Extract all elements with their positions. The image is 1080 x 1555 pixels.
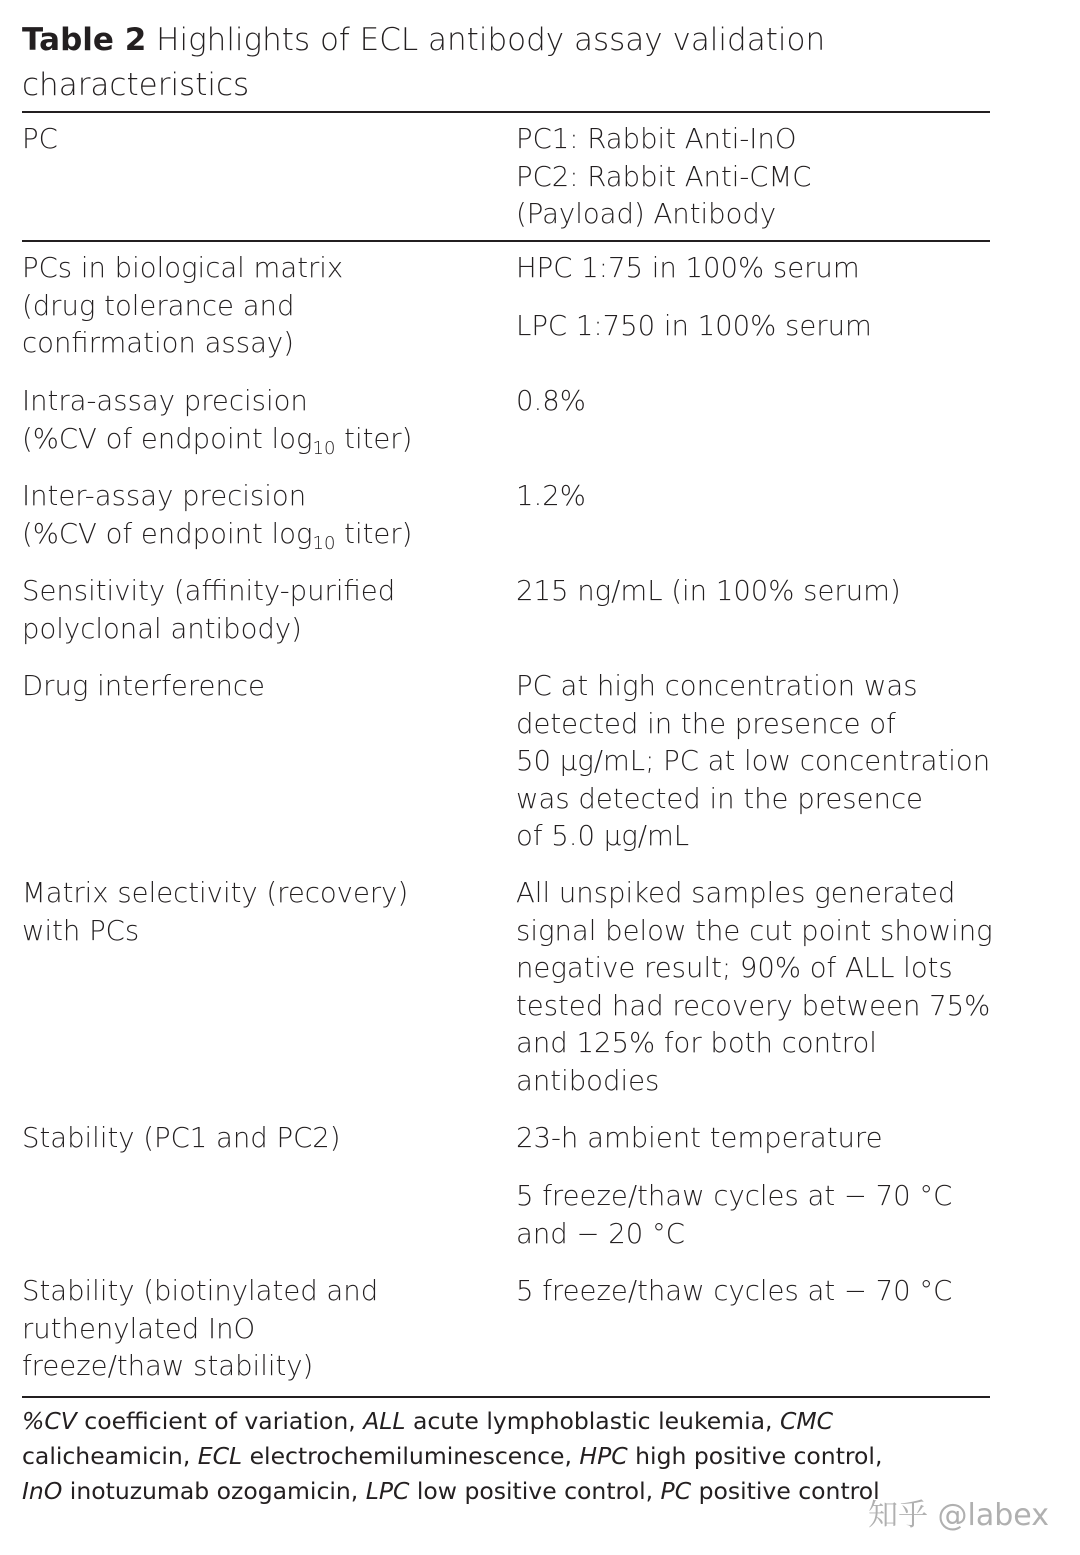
header-left: PC — [22, 123, 58, 155]
def: high positive control, — [627, 1442, 883, 1470]
def: low positive control, — [409, 1477, 661, 1505]
row-value: 23-h ambient temperature — [516, 1122, 883, 1154]
abbr: CMC — [779, 1407, 834, 1435]
watermark: 知乎 @labex — [868, 1498, 1049, 1533]
row-value: 5 freeze/thaw cycles at − 70 °C and − 20 °C — [516, 1180, 953, 1250]
def: positive control — [691, 1477, 880, 1505]
table-label: Table 2 — [22, 22, 147, 58]
header-line: PC2: Rabbit Anti-CMC — [516, 160, 812, 193]
label-text: (%CV of endpoint log — [22, 517, 313, 550]
def: inotuzumab ozogamicin, — [62, 1477, 366, 1505]
row-label: Stability (biotinylated and ruthenylated InO freeze/thaw stability) — [22, 1275, 379, 1382]
row-label: Sensitivity (affinity-purified polyclonal antibody) — [22, 575, 396, 645]
row-label: Drug interference — [22, 670, 265, 702]
top-rule — [22, 111, 990, 113]
row-label — [22, 478, 492, 553]
header-rule — [22, 240, 990, 242]
label-text: titer) — [335, 422, 413, 455]
footnote — [22, 1404, 982, 1509]
label-text: titer) — [335, 517, 413, 550]
abbr: %CV — [22, 1407, 77, 1435]
def: acute lymphoblastic leukemia, — [405, 1407, 780, 1435]
row-label: Stability (PC1 and PC2) — [22, 1122, 341, 1154]
row-value: 215 ng/mL (in 100% serum) — [516, 575, 901, 607]
row-label — [22, 383, 492, 458]
label-text: Inter-assay precision — [22, 480, 307, 512]
header-right — [516, 121, 996, 234]
bottom-rule — [22, 1396, 990, 1398]
label-text: Intra-assay precision — [22, 385, 308, 417]
row-label: PCs in biological matrix (drug tolerance and confirmation assay) — [22, 252, 344, 359]
row-value: HPC 1:75 in 100% serum — [516, 252, 860, 284]
header-line: PC1: Rabbit Anti-InO — [516, 123, 797, 155]
row-value: LPC 1:750 in 100% serum — [516, 310, 872, 342]
row-value: PC at high concentration was detected in the presence of 50 µg/mL; PC at low concentration was detected in the presence of 5.0 µg/mL — [516, 670, 991, 852]
def: calicheamicin, — [22, 1442, 198, 1470]
row-label: Matrix selectivity (recovery) with PCs — [22, 877, 409, 947]
row-value: 1.2% — [516, 480, 586, 512]
abbr: ECL — [197, 1442, 243, 1470]
abbr: PC — [660, 1477, 692, 1505]
abbr: ALL — [363, 1407, 406, 1435]
abbr: LPC — [365, 1477, 410, 1505]
abbr: InO — [22, 1477, 63, 1505]
row-value: 0.8% — [516, 385, 586, 417]
header-line: (Payload) Antibody — [516, 198, 777, 230]
subscript: 10 — [312, 437, 336, 459]
row-value: All unspiked samples generated signal below the cut point showing negative result; 90% of ALL lots tested had recovery between 75% and 125% for both control antibodies — [516, 877, 993, 1097]
subscript: 10 — [312, 532, 336, 554]
def: coefficient of variation, — [76, 1407, 364, 1435]
def: electrochemiluminescence, — [242, 1442, 580, 1470]
table-caption: Highlights of ECL antibody assay validation characteristics — [22, 22, 826, 103]
table-title — [22, 18, 982, 108]
row-value: 5 freeze/thaw cycles at − 70 °C — [516, 1275, 953, 1307]
abbr: HPC — [579, 1442, 628, 1470]
label-text: (%CV of endpoint log — [22, 422, 313, 455]
